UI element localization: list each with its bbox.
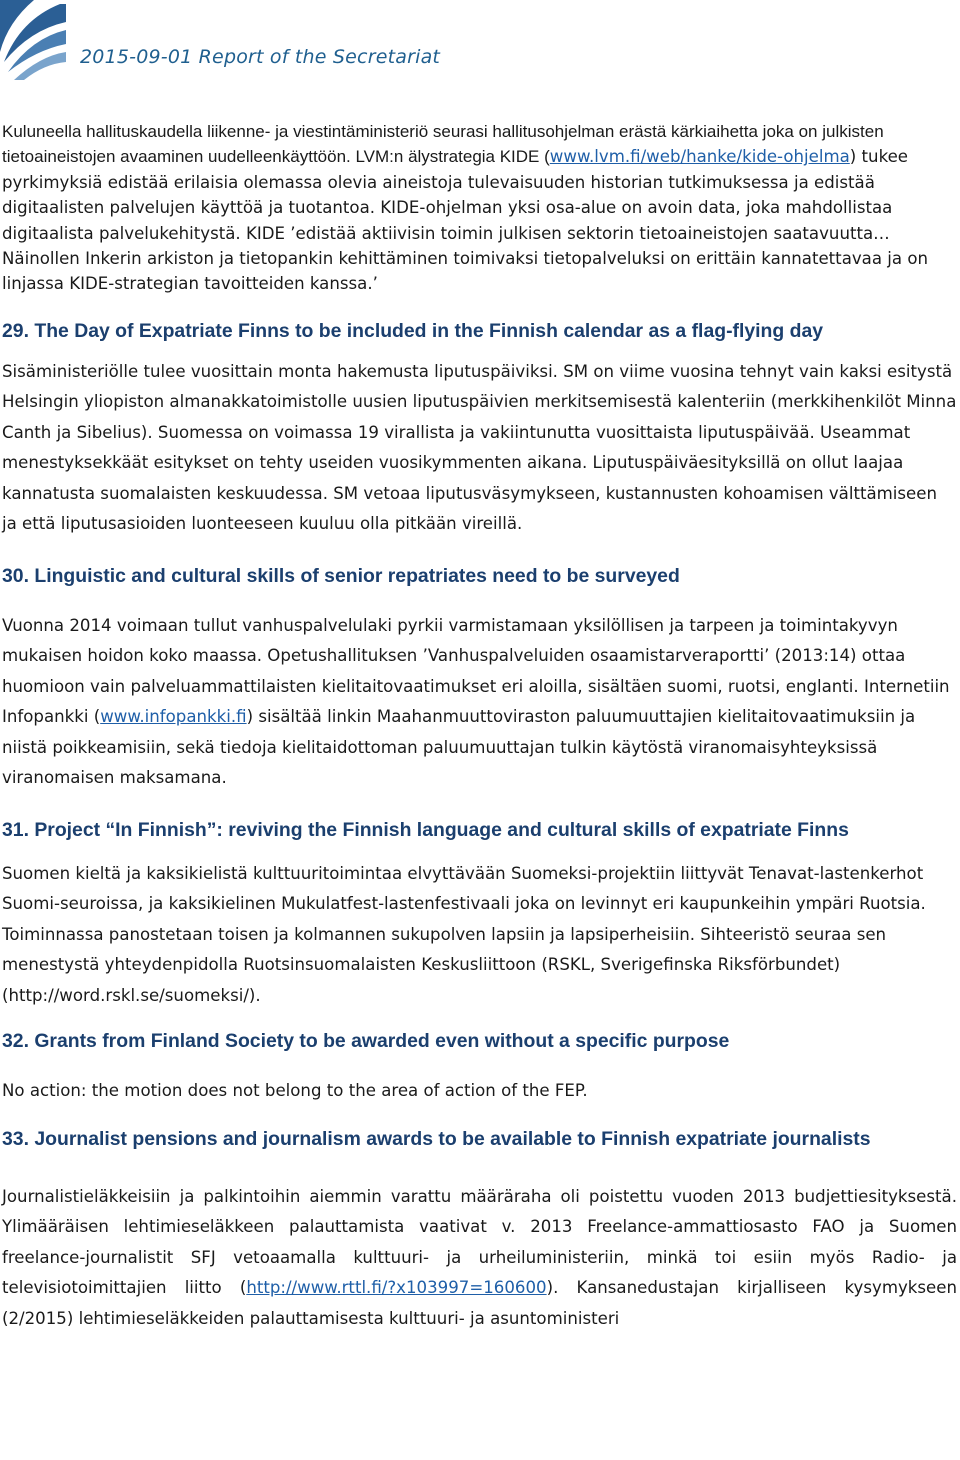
section-33-body: Journalistieläkkeisiin ja palkintoihin aiemmin varattu määräraha oli poistettu vuoden 2013 budjettiesityksestä. Ylimääräisen lehtimieseläkkeen palauttamista vaativat v. 2013 Freelance-ammattiosasto FAO ja Suomen freelance-journalistit SFJ vetoaamalla kulttuuri- ja urheiluministeriin, minkä toi esiin myös Radio- ja televisiotoimittajien liitto (http://www.rttl.fi/?x103997=160600). Kansanedustajan kirjalliseen kysymykseen (2/2015) lehtimieseläkkeiden palauttamisesta kulttuuri- ja asuntoministeri <box>2 1186 957 1328</box>
section-31-heading: 31. Project “In Finnish”: reviving the Finnish language and cultural skills of expatriate Finns <box>2 818 849 841</box>
section-31-body: Suomen kieltä ja kaksikielistä kulttuuritoimintaa elvyttävään Suomeksi-projektiin liittyvät Tenavat-lastenkerhot Suomi-seuroissa, ja kaksikielinen Mukulatfest-lastenfestivaali joka on levinnyt eri kaupunkeihin ympäri Ruotsia. Toiminnassa panostetaan toisen ja kolmannen sukupolven lapsiin ja lapsiperheisiin. Sihteeristö seuraa sen menestystä yhteydenpidolla Ruotsinsuomalaisten Keskusliittoon (RSKL, Sverigefinska Riksförbundet) (http://word.rskl.se/suomeksi/). <box>2 863 926 1005</box>
rttl-link[interactable]: http://www.rttl.fi/?x103997=160600 <box>246 1278 547 1298</box>
page-header <box>0 0 960 96</box>
section-29-heading: 29. The Day of Expatriate Finns to be included in the Finnish calendar as a flag-flying day <box>2 319 824 342</box>
kide-link[interactable]: www.lvm.fi/web/hanke/kide-ohjelma <box>549 147 850 167</box>
fep-logo-icon <box>0 0 66 80</box>
intro-paragraph: Kuluneella hallituskaudella liikenne- ja viestintäministeriö seurasi hallitusohjelman erästä kärkiaihetta joka on julkisten tietoaineistojen avaaminen uudelleenkäyttöön. LVM:n älystrategia KIDE (www.lvm.fi/web/hanke/kide-ohjelma) tukee pyrkimyksiä edistää erilaisia olemassa olevia aineistoja tulevaisuuden historian tutkimuksessa ja edistää digitaalisten palvelujen käyttöä ja tuotantoa. KIDE-ohjelman yksi osa-alue on avoin data, joka mahdollistaa digitaalista palvelukehitystä. KIDE ’edistää aktiivisin toimin julkisen sektorin tietoaineistojen saatavuutta… Näinollen Inkerin arkiston ja tietopankin kehittäminen toimivaksi tietopalveluksi on erittäin kannatettavaa ja on linjassa KIDE-strategian tavoitteiden kanssa.’ <box>2 122 929 294</box>
document-body <box>2 119 957 1334</box>
section-32-heading: 32. Grants from Finland Society to be awarded even without a specific purpose <box>2 1030 730 1053</box>
section-30-heading: 30. Linguistic and cultural skills of senior repatriates need to be surveyed <box>2 564 680 587</box>
section-33-heading: 33. Journalist pensions and journalism awards to be available to Finnish expatriate journalists <box>2 1127 871 1150</box>
infopankki-link[interactable]: www.infopankki.fi <box>100 707 247 727</box>
section-29-body: Sisäministeriölle tulee vuosittain monta hakemusta liputuspäiviksi. SM on viime vuosina tehnyt vain kaksi esitystä Helsingin yliopiston almanakkatoimistolle uusien liputuspäivien merkitsemisestä kalenteriin (merkkihenkilöt Minna Canth ja Sibelius). Suomessa on voimassa 19 virallista ja vakiintunutta vuosittaista liputuspäivää. Useammat menestyksekkäät esitykset on tehty useiden vuosikymmenten aikana. Liputuspäiväesityksillä on ollut laajaa kannatusta suomalaisten keskuudessa. SM vetoaa liputusväsymykseen, kustannusten kohoamisen välttämiseen ja että liputusasioiden luonteeseen kuuluu olla pitkään vireillä. <box>2 361 957 534</box>
report-title: 2015-09-01 Report of the Secretariat <box>80 46 441 68</box>
section-30-body: Vuonna 2014 voimaan tullut vanhuspalvelulaki pyrkii varmistamaan yksilöllisen ja tarpeen ja toimintakyvyn mukaisen hoidon koko maassa. Opetushallituksen ’Vanhuspalveluiden osaamistarveraportti’ (2013:14) ottaa huomioon vain palveluammattilaisten kielitaitovaatimukset eri aloilla, sisältäen suomi, ruotsi, englanti. Internetiin Infopankki (www.infopankki.fi) sisältää linkin Maahanmuuttoviraston paluumuuttajien kielitaitovaatimuksiin ja niistä poikkeamisiin, sekä tiedoja kielitaidottoman paluumuuttajan tulkin käytöstä viranomaisyhteyksissä viranomaisen maksamana. <box>2 615 950 788</box>
section-32-body: No action: the motion does not belong to the area of action of the FEP. <box>2 1081 588 1101</box>
